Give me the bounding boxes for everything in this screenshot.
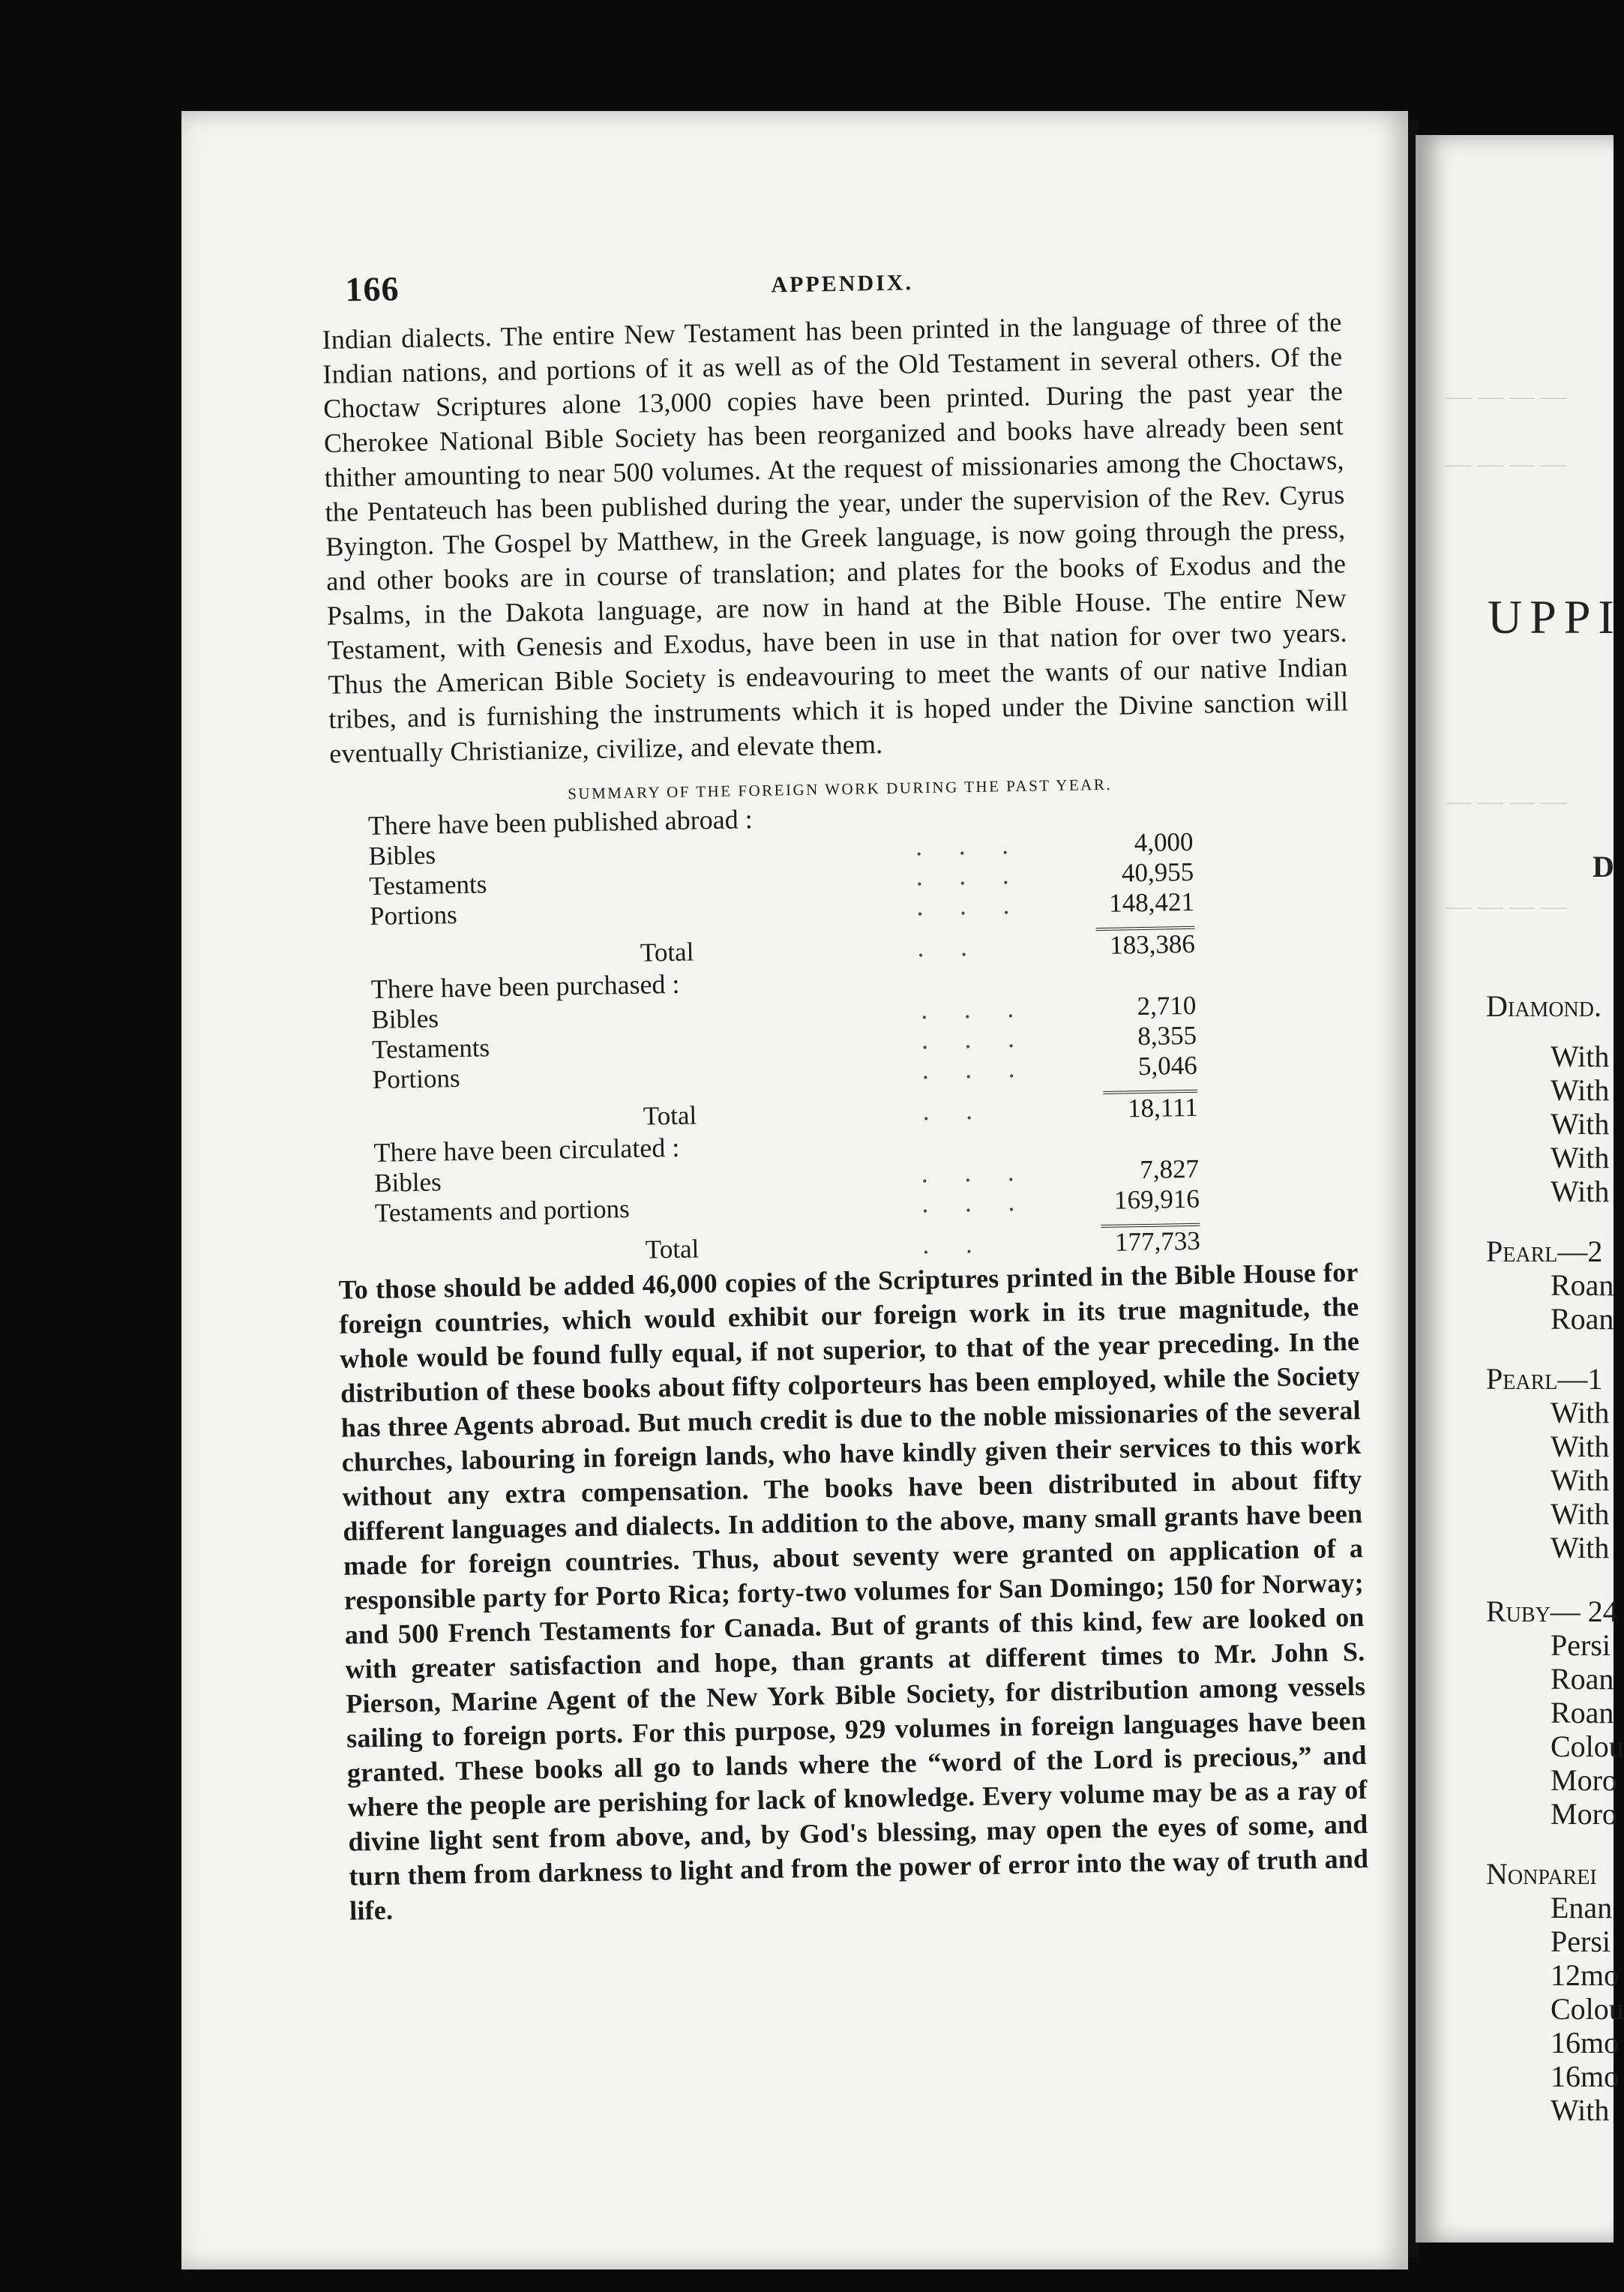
right-page-entry: Persi [1551,1924,1611,1958]
right-page-entry: With [1551,1396,1610,1430]
purchased-intro: There have been purchased : [370,968,680,1004]
published-intro: There have been published abroad : [367,804,754,842]
right-page-entry: With [1551,1073,1610,1107]
header-title: APPENDIX. [771,270,914,298]
intro-paragraph: Indian dialects. The entire New Testament has been printed in the language of three of the Indian nations, and portions of it as well as of the Old Testament in several others. Of the Choctaw Scriptures alone 13,000 copies have been printed. During the past year the Cherokee National Bible Society has been reorganized and books have already been sent thither amounting to near 500 volumes. At the request of missionaries among the Choctaws, the Pentateuch has been published during the year, under the supervision of the Rev. Cyrus Byington. The Gospel by Matthew, in the Greek language, is now going through the press, and other books are in course of translation; and plates for the books of Exodus and the Psalms, in the Dakota language, are now in hand at the Bible House. The entire New Testament, with Genesis and Exodus, have been in use in that nation for over two years. Thus the American Bible Society is endeavouring to meet the wants of our native Indian tribes, and is furnishing the instruments which it is hoped under the Divine sanction will eventually Christianize, civilize, and elevate them. [322,307,1349,769]
right-page-entry: With [1551,1040,1610,1073]
right-page-entry: Pearl—2 [1486,1234,1603,1268]
total-row: Total . . 18,111 [643,1092,1198,1131]
page-number: 166 [345,269,400,309]
table-row: Testaments . . . 8,355 [371,1020,1197,1064]
table-row: Portions . . . 148,421 [369,886,1195,931]
right-page-entry: Diamond. [1486,989,1602,1023]
table-row: Testaments and portions . . . 169,916 [374,1184,1200,1228]
right-page-entry: Roan [1551,1268,1614,1302]
page-text-block [321,252,1369,1928]
right-page-entry: Moro [1551,1763,1617,1797]
right-page-entry: With [1551,1497,1610,1531]
right-page-entry: With [1551,1141,1610,1174]
right-page-entry: Persi [1551,1628,1611,1662]
right-page-entry: 16mo [1551,2026,1620,2060]
right-page-entry: Roan [1551,1662,1614,1696]
total-row: Total . . 183,386 [640,928,1196,968]
table-row: Testaments . . . 40,955 [369,856,1194,901]
table-row: Portions . . . 5,046 [372,1050,1198,1094]
right-page-title: UPPI [1488,590,1622,644]
table-row: Bibles . . . 2,710 [371,990,1197,1034]
right-page-entry: Pearl—1 [1486,1362,1603,1396]
right-page-entry: 12mo [1551,1958,1620,1992]
right-page-entry: Moro [1551,1797,1617,1831]
table-row: Bibles . . . 4,000 [368,826,1194,872]
right-page-entry: Roan [1551,1696,1614,1730]
summary-heading: SUMMARY OF THE FOREIGN WORK DURING THE PAST YEAR. [568,775,1113,803]
right-page: — — — — — — — — — — — — — — — — UPPI D Diamond. With With With With With Pearl—2 Roan Roan Pearl—1 With With With With With Ruby— 24 Persi Roan Roan Colou Moro Moro Nonparei Enan Persi 12mo Colou 16mo 16mo With [1416,135,1614,2242]
right-page-subtitle: D [1593,850,1614,884]
closing-paragraph: To those should be added 46,000 copies of the Scriptures printed in the Bible House for foreign countries, which would exhibit our foreign work in its true magnitude, the whole would be found fully equal, if not superior, to that of the year preceding. In the distribution of these books about fifty colporteurs has been employed, while the Society has three Agents abroad. But much credit is due to the noble missionaries of the several churches, labouring in foreign lands, who have kindly given their services to this work without any extra compensation. The books have been distributed in about fifty different languages and dialects. In addition to the above, many small grants have been made for foreign countries. Thus, about seventy were granted on application of a responsible party for Porto Rica; forty-two volumes for San Domingo; 150 for Norway; and 500 French Testaments for Canada. But of grants of this kind, few are looked on with greater satisfaction and hope, than grants at different times to Mr. John S. Pierson, Marine Agent of the New York Bible Society, for distribution among vessels sailing to foreign ports. For this purpose, 929 volumes in foreign languages have been granted. These books all go to lands where the “word of the Lord is precious,” and where the people are perishing for lack of knowledge. Every volume may be as a ray of divine light sent from above, and, by God's blessing, may open the eyes of some, and turn them from darkness to light and from the power of error into the way of truth and life. [338,1257,1369,1926]
purchased-table [371,991,1198,1137]
right-page-entry: With [1551,1107,1610,1141]
right-page-entry: Colou [1551,1992,1624,2026]
right-page-entry: Nonparei [1486,1857,1597,1891]
right-page-entry: With [1551,1174,1610,1208]
total-row: Total . . 177,733 [645,1226,1201,1264]
right-page-entry: Ruby— 24 [1486,1594,1618,1628]
right-page-entry: Enan [1551,1891,1613,1924]
right-page-entry: With [1551,2093,1610,2127]
right-page-entry: Colou [1551,1730,1624,1763]
published-table [368,827,1195,974]
right-page-entry: With [1551,1531,1610,1564]
circulated-intro: There have been circulated : [373,1132,680,1168]
circulated-table [374,1154,1200,1270]
right-page-entry: 16mo [1551,2060,1620,2093]
right-page-entry: With [1551,1430,1610,1463]
right-page-entry: Roan [1551,1302,1614,1336]
table-row: Bibles . . . 7,827 [373,1154,1200,1198]
right-page-entry: With [1551,1463,1610,1497]
